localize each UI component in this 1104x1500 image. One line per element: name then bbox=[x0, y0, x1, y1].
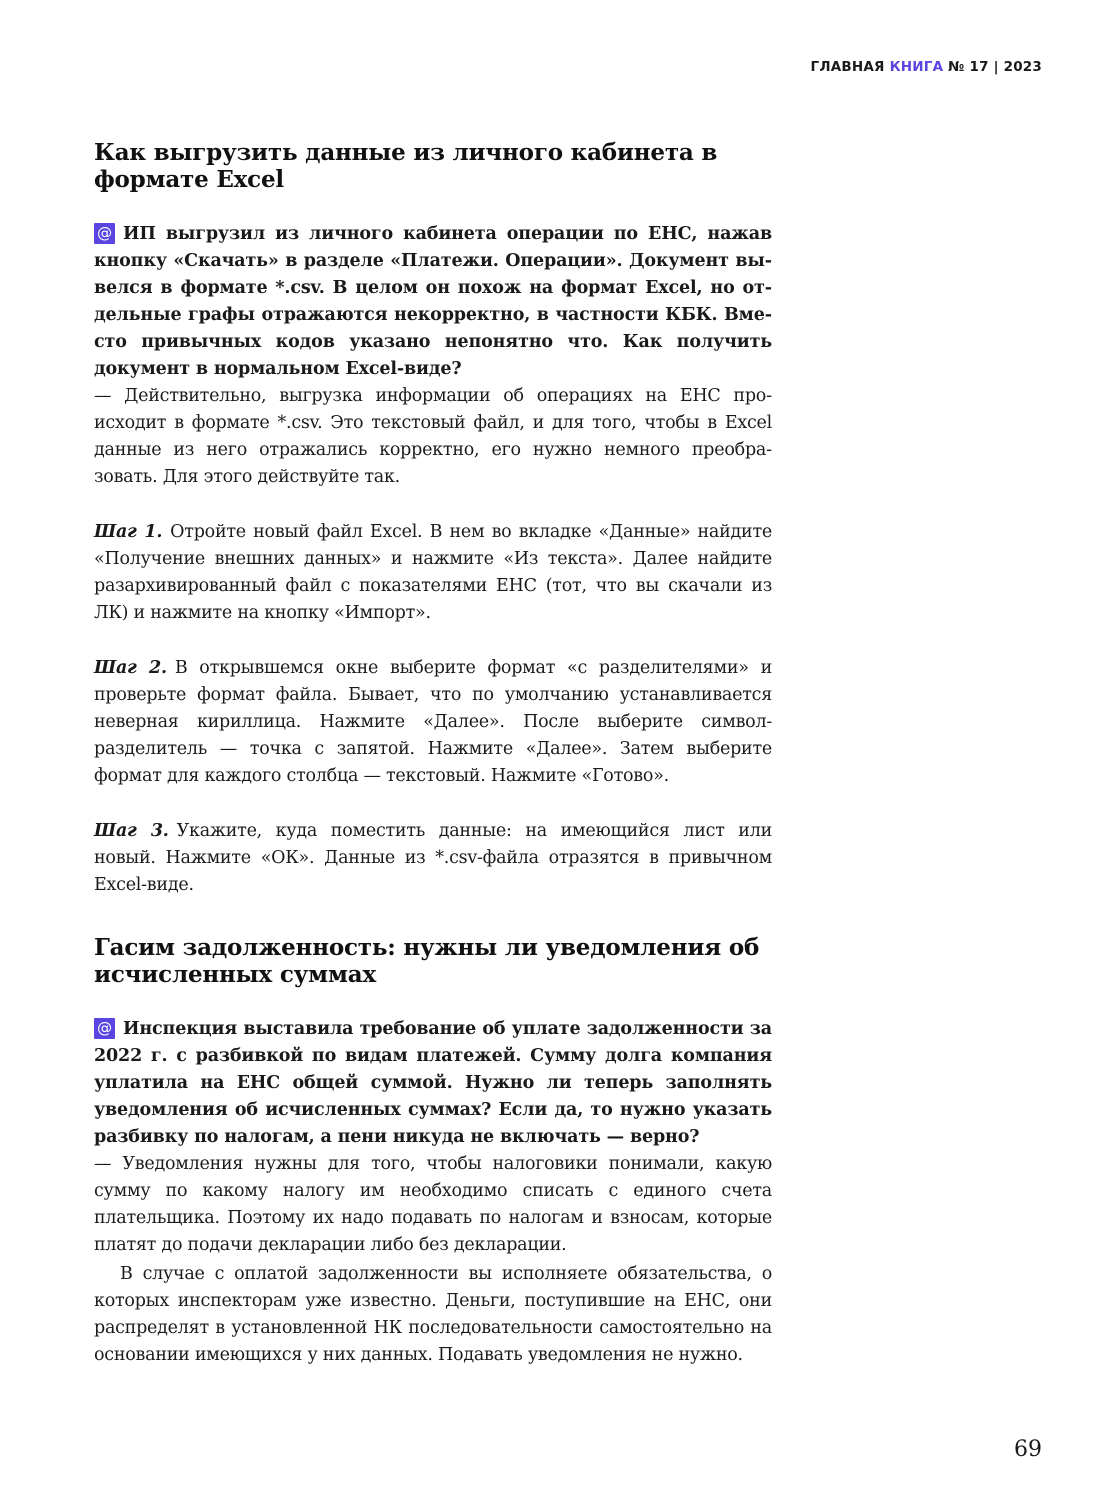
article-body bbox=[94, 139, 772, 1369]
issue-info: № 17 | 2023 bbox=[948, 59, 1042, 75]
at-sign-icon: @ bbox=[94, 223, 115, 244]
step-1-text: Отройте новый файл Excel. В нем во вкладке «Данные» найдите «Получение внешних данных» и нажмите «Из текста». Далее найдите разархивированный файл с показателями ЕНС (тот, что вы скачали из ЛК) и нажмите на кнопку «Импорт». bbox=[94, 522, 772, 623]
section1-question-text: ИП выгрузил из личного кабинета операции по ЕНС, нажав кнопку «Скачать» в разделе «Платежи. Операции». Документ вывелся в формате *.csv. В целом он похож на формат Excel, но отдельные графы отражаются некорректно, в частности КБК. Вместо привычных кодов указано непонятно что. Как получить документ в нормальном Excel-виде? bbox=[94, 224, 772, 379]
step-3 bbox=[94, 818, 772, 899]
step-1 bbox=[94, 519, 772, 627]
section1-question bbox=[94, 221, 772, 383]
section2-answer: — Уведомления нужны для того, чтобы налоговики понимали, какую сумму по какому налогу им необходимо списать с единого счета плательщика. Поэтому их надо подавать по налогам и взносам, которые платят до подачи декларации либо без декларации. bbox=[94, 1154, 772, 1255]
section1-answer: — Действительно, выгрузка информации об операциях на ЕНС происходит в формате *.csv. Это текстовый файл, и для того, чтобы в Excel данные из него отражались корректно, его нужно немного преобразовать. Для этого действуйте так. bbox=[94, 386, 772, 487]
brand-accent: КНИГА bbox=[889, 59, 944, 75]
step-3-label: Шаг 3. bbox=[94, 821, 169, 841]
section2-question-text: Инспекция выставила требование об уплате задолженности за 2022 г. с разбивкой по видам платежей. Сумму долга компания уплатила на ЕНС общей суммой. Нужно ли теперь заполнять уведомления об исчисленных суммах? Если да, то нужно указать разбивку по налогам, а пени никуда не включать — верно? bbox=[94, 1019, 772, 1147]
step-1-label: Шаг 1. bbox=[94, 522, 163, 542]
step-2-text: В открывшемся окне выберите формат «с разделителями» и проверьте формат файла. Бывает, что по умолчанию устанавливается неверная кириллица. Нажмите «Далее». После выберите символ-разделитель — точка с запятой. Нажмите «Далее». Затем выберите формат для каждого столбца — текстовый. Нажмите «Готово». bbox=[94, 658, 772, 786]
running-header bbox=[811, 59, 1042, 75]
step-2 bbox=[94, 655, 772, 790]
page-number: 69 bbox=[1014, 1437, 1042, 1462]
section2-title: Гасим задолженность: нужны ли уведомления об исчисленных суммах bbox=[94, 934, 760, 988]
section2-paragraph: В случае с оплатой задолженности вы исполняете обязательства, о которых инспекторам уже известно. Деньги, поступившие на ЕНС, они распределят в установленной НК последовательности самостоятельно на основании имеющихся у них данных. Подавать уведомления не нужно. bbox=[94, 1264, 772, 1365]
section2-question bbox=[94, 1016, 772, 1151]
brand-name: ГЛАВНАЯ bbox=[810, 59, 885, 75]
step-3-text: Укажите, куда поместить данные: на имеющийся лист или новый. Нажмите «ОК». Данные из *.csv-файла отразятся в привычном Excel-виде. bbox=[94, 821, 772, 895]
at-sign-icon: @ bbox=[94, 1018, 115, 1039]
section1-title: Как выгрузить данные из личного кабинета в формате Excel bbox=[94, 139, 718, 193]
step-2-label: Шаг 2. bbox=[94, 658, 167, 678]
